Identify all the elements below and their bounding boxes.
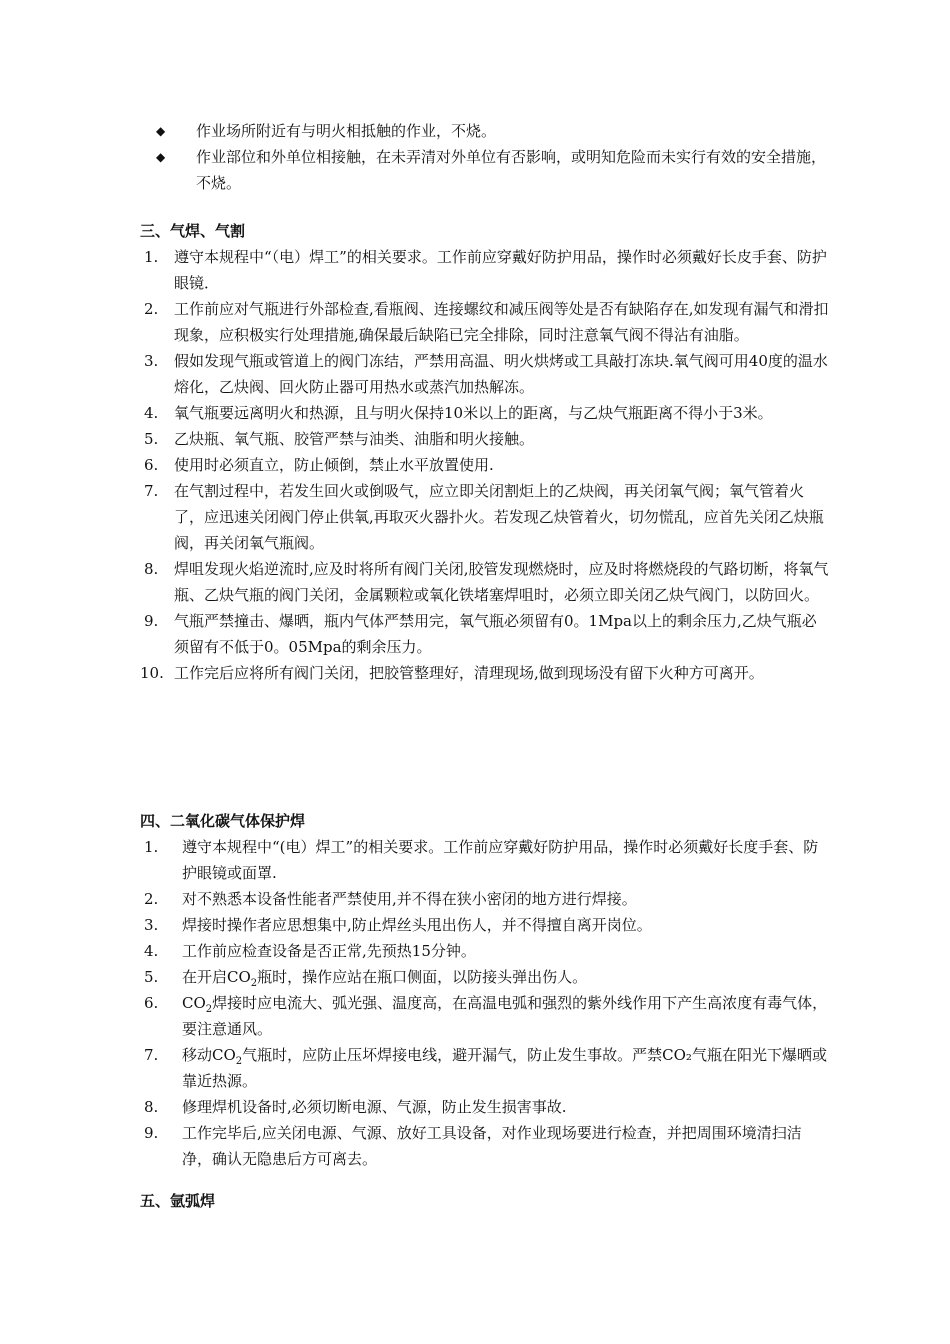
- item-number: 7.: [144, 1046, 159, 1064]
- item-number: 1.: [144, 248, 159, 266]
- item-number: 10.: [140, 664, 164, 682]
- item-number: 3.: [144, 352, 159, 370]
- list-item: [140, 296, 830, 348]
- section-co2-welding: [140, 808, 830, 1172]
- section-title: 五、氩弧焊: [140, 1192, 216, 1210]
- item-text: 工作完毕后,应关闭电源、气源、放好工具设备，对作业现场要进行检查，并把周围环境清扫洁净，确认无隐患后方可离去。: [182, 1124, 802, 1168]
- item-number: 5.: [144, 430, 159, 448]
- list-item: [140, 556, 830, 608]
- list-item: [140, 478, 830, 556]
- bullet-item: [152, 144, 832, 196]
- item-text: 在开启$CO_2$瓶时，操作应站在瓶口侧面，以防接头弹出伤人。: [182, 968, 588, 989]
- item-number: 2.: [144, 890, 159, 908]
- list-item: [140, 400, 830, 426]
- section-argon-welding: [140, 1188, 830, 1214]
- item-number: 5.: [144, 968, 159, 986]
- item-number: 6.: [144, 994, 159, 1012]
- item-text: 焊咀发现火焰逆流时,应及时将所有阀门关闭,胶管发现燃烧时，应及时将燃烧段的气路切断，将氧气瓶、乙炔气瓶的阀门关闭，金属颗粒或氧化铁堵塞焊咀时，必须立即关闭乙炔气阀门，以防回火。: [174, 560, 829, 604]
- item-text: 氧气瓶要远离明火和热源，且与明火保持10米以上的距离，与乙炔气瓶距离不得小于3米。: [174, 404, 773, 422]
- item-text: 在气割过程中，若发生回火或倒吸气，应立即关闭割炬上的乙炔阀，再关闭氧气阀；氧气管着火了，应迅速关闭阀门停止供氧,再取灭火器扑火。若发现乙炔管着火，切勿慌乱，应首先关闭乙炔瓶阀，再关闭氧气瓶阀。: [174, 482, 824, 552]
- item-text: 修理焊机设备时,必须切断电源、气源，防止发生损害事故.: [182, 1098, 567, 1116]
- list-item: [140, 938, 830, 964]
- item-number: 1.: [144, 838, 159, 856]
- list-item: [140, 1042, 830, 1094]
- item-text: 遵守本规程中“(电）焊工”的相关要求。工作前应穿戴好防护用品，操作时必须戴好长度手套、防护眼镜或面罩.: [182, 838, 819, 882]
- item-number: 9.: [144, 612, 159, 630]
- list-item: [140, 886, 830, 912]
- item-number: 3.: [144, 916, 159, 934]
- item-text: $CO_2$焊接时应电流大、弧光强、温度高，在高温电弧和强烈的紫外线作用下产生高浓度有毒气体，要注意通风。: [182, 994, 828, 1038]
- item-text: 气瓶严禁撞击、爆晒，瓶内气体严禁用完，氧气瓶必须留有0。1Mpa以上的剩余压力,乙炔气瓶必须留有不低于0。05Mpa的剩余压力。: [174, 612, 817, 656]
- list-item: [140, 426, 830, 452]
- item-text: 工作前应对气瓶进行外部检查,看瓶阀、连接螺纹和减压阀等处是否有缺陷存在,如发现有漏气和滑扣现象，应积极实行处理措施,确保最后缺陷已完全排除，同时注意氧气阀不得沾有油脂。: [174, 300, 829, 344]
- section-title: 四、二氧化碳气体保护焊: [140, 812, 306, 830]
- list-item: [140, 452, 830, 478]
- item-text: 对不熟悉本设备性能者严禁使用,并不得在狭小密闭的地方进行焊接。: [182, 890, 637, 908]
- diamond-bullet-icon: ◆: [156, 150, 166, 164]
- item-text: 焊接时操作者应思想集中,防止焊丝头甩出伤人，并不得擅自离开岗位。: [182, 916, 652, 934]
- list-item: [140, 912, 830, 938]
- list-item: [140, 1094, 830, 1120]
- list-item: [140, 348, 830, 400]
- item-text: 使用时必须直立，防止倾倒，禁止水平放置使用.: [174, 456, 494, 474]
- diamond-bullet-icon: ◆: [156, 124, 166, 138]
- bullet-item: [152, 118, 832, 144]
- list-item: [140, 244, 830, 296]
- item-text: 工作完后应将所有阀门关闭，把胶管整理好，清理现场,做到现场没有留下火种方可离开。: [174, 664, 764, 682]
- item-text: 假如发现气瓶或管道上的阀门冻结，严禁用高温、明火烘烤或工具敲打冻块.氧气阀可用40度的温水熔化，乙炔阀、回火防止器可用热水或蒸汽加热解冻。: [174, 352, 828, 396]
- item-text: 工作前应检查设备是否正常,先预热15分钟。: [182, 942, 476, 960]
- item-number: 8.: [144, 1098, 159, 1116]
- item-number: 4.: [144, 404, 159, 422]
- item-number: 4.: [144, 942, 159, 960]
- item-text: 移动$CO_2$气瓶时，应防止压坏焊接电线，避开漏气，防止发生事故。严禁CO₂气瓶在阳光下爆晒或靠近热源。: [182, 1046, 827, 1090]
- list-item: [140, 990, 830, 1042]
- item-number: 2.: [144, 300, 159, 318]
- item-text: 遵守本规程中“（电）焊工”的相关要求。工作前应穿戴好防护用品，操作时必须戴好长皮手套、防护眼镜．: [174, 248, 827, 292]
- item-number: 6.: [144, 456, 159, 474]
- item-number: 9.: [144, 1124, 159, 1142]
- bullet-text: 作业场所附近有与明火相抵触的作业，不烧。: [196, 122, 497, 140]
- item-number: 7.: [144, 482, 159, 500]
- list-item: [140, 964, 830, 990]
- section-gas-welding: [140, 218, 830, 686]
- list-item: [140, 834, 830, 886]
- item-text: 乙炔瓶、氧气瓶、胶管严禁与油类、油脂和明火接触。: [174, 430, 535, 448]
- bullet-text: 作业部位和外单位相接触，在未弄清对外单位有否影响，或明知危险而未实行有效的安全措施，不烧。: [196, 148, 827, 192]
- bullet-list: [152, 118, 832, 196]
- list-item: [140, 1120, 830, 1172]
- list-item: [140, 608, 830, 660]
- section-title: 三、气焊、气割: [140, 222, 246, 240]
- item-number: 8.: [144, 560, 159, 578]
- list-item: [140, 660, 830, 686]
